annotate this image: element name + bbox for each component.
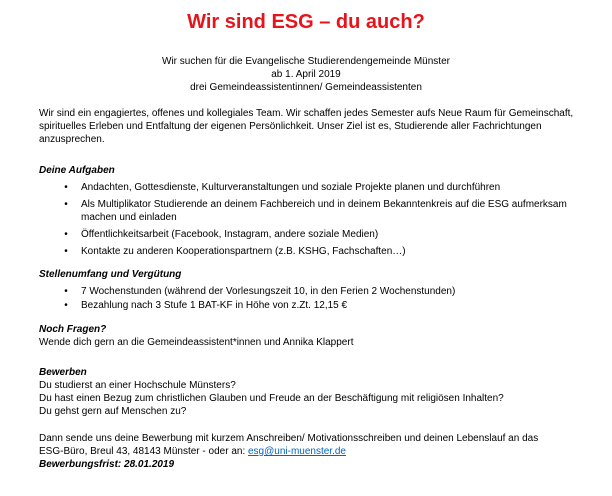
bullet-icon: • [64, 246, 68, 257]
bullet-icon: • [64, 229, 68, 240]
tasks-section [39, 164, 599, 258]
scope-list [39, 285, 599, 312]
tasks-list [39, 181, 599, 258]
intro-line-1: Wir suchen für die Evangelische Studierendengemeinde Münster [162, 56, 450, 67]
scope-section [39, 268, 599, 312]
bullet-icon: • [64, 286, 68, 297]
apply-section [39, 366, 599, 418]
apply-heading: Bewerben [39, 367, 87, 378]
email-link[interactable]: esg@uni-muenster.de [248, 446, 346, 457]
bullet-icon: • [64, 199, 68, 210]
list-item: • Bezahlung nach 3 Stufe 1 BAT-KF in Höhe von z.Zt. 12,15 € [39, 299, 599, 312]
tasks-heading: Deine Aufgaben [39, 165, 115, 176]
bullet-icon: • [64, 300, 68, 311]
list-item: • Kontakte zu anderen Kooperationspartnern (z.B. KSHG, Fachschaften…) [39, 245, 599, 258]
list-item: • Öffentlichkeitsarbeit (Facebook, Instagram, andere soziale Medien) [39, 228, 599, 241]
scope-heading: Stellenumfang und Vergütung [39, 269, 182, 280]
address-text: ESG-Büro, Breul 43, 48143 Münster - oder an: [39, 446, 248, 457]
page-title: Wir sind ESG – du auch? [187, 11, 425, 33]
closing-line-2 [39, 445, 599, 458]
list-item: • 7 Wochenstunden (während der Vorlesungszeit 10, in den Ferien 2 Wochenstunden) [39, 285, 599, 298]
apply-line: Du studierst an einer Hochschule Münsters? [39, 380, 236, 391]
closing-section [39, 432, 599, 471]
bullet-icon: • [64, 182, 68, 193]
questions-text: Wende dich gern an die Gemeindeassistent*innen und Annika Klappert [39, 337, 354, 348]
deadline-text: Bewerbungsfrist: 28.01.2019 [39, 459, 175, 470]
intro-line-3: drei Gemeindeassistentinnen/ Gemeindeassistenten [190, 82, 422, 93]
list-item: • Andachten, Gottesdienste, Kulturveranstaltungen und soziale Projekte planen und durchführen [39, 181, 599, 194]
intro-line-2: ab 1. April 2019 [271, 69, 341, 80]
list-item: • Als Multiplikator Studierende an deinem Fachbereich und in deinem Bekanntenkreis auf die ESG aufmerksam machen und einladen [39, 198, 599, 224]
closing-line-1: Dann sende uns deine Bewerbung mit kurzem Anschreiben/ Motivationsschreiben und deinen Lebenslauf an das [39, 433, 539, 444]
questions-heading: Noch Fragen? [39, 324, 107, 335]
questions-section [39, 323, 599, 349]
apply-line: Du hast einen Bezug zum christlichen Glauben und Freude an der Beschäftigung mit religiösen Inhalten? [39, 393, 504, 404]
apply-line: Du gehst gern auf Menschen zu? [39, 406, 187, 417]
intro-block [0, 55, 612, 94]
about-paragraph [39, 107, 599, 146]
about-text: Wir sind ein engagiertes, offenes und kollegiales Team. Wir schaffen jedes Semester aufs Neue Raum für Gemeinschaft, spirituelles Erleben und Entfaltung der eigenen Persönlichkeit. Unser Ziel ist es, Studierende aller Fachrichtungen anzusprechen. [39, 108, 574, 145]
